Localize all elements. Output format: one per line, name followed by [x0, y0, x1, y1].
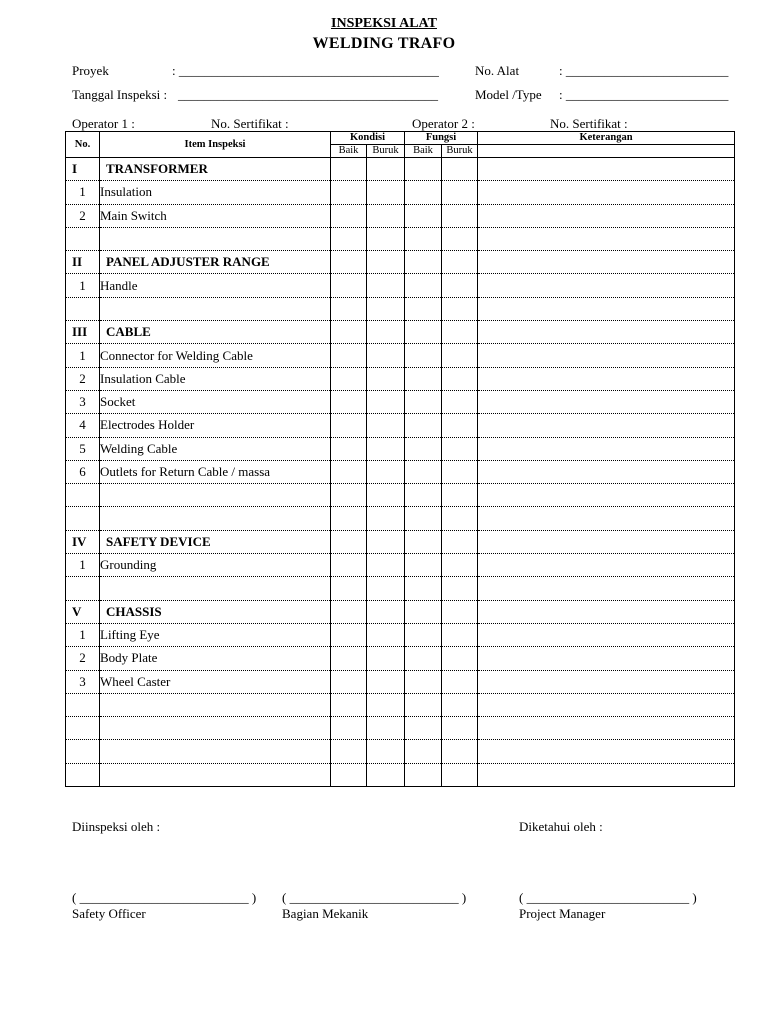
row-number — [66, 740, 100, 763]
fungsi-baik-cell[interactable] — [405, 390, 442, 413]
kondisi-baik-cell[interactable] — [331, 414, 367, 437]
document-subtitle: WELDING TRAFO — [312, 35, 456, 52]
role-bagian-mekanik: Bagian Mekanik — [282, 906, 369, 921]
row-number — [66, 763, 100, 786]
keterangan-cell[interactable] — [478, 740, 735, 763]
kondisi-baik-cell[interactable] — [331, 670, 367, 693]
table-row — [66, 274, 735, 297]
table-row — [66, 740, 735, 763]
header-fungsi-baik: Baik — [405, 145, 442, 158]
kondisi-baik-cell[interactable] — [331, 437, 367, 460]
kondisi-buruk-cell[interactable] — [367, 274, 405, 297]
row-number: V — [66, 600, 100, 623]
row-number: 2 — [66, 647, 100, 670]
row-number: I — [66, 158, 100, 181]
fungsi-buruk-cell[interactable] — [442, 251, 478, 274]
kondisi-baik-cell[interactable] — [331, 577, 367, 600]
fungsi-buruk-cell[interactable] — [442, 321, 478, 344]
fungsi-baik-cell[interactable] — [405, 554, 442, 577]
item-name — [100, 484, 331, 507]
table-row — [66, 437, 735, 460]
fungsi-buruk-cell[interactable] — [442, 181, 478, 204]
fungsi-buruk-cell[interactable] — [442, 717, 478, 740]
table-row — [66, 717, 735, 740]
keterangan-cell[interactable] — [478, 460, 735, 483]
header-no: No. — [66, 132, 100, 158]
kondisi-buruk-cell[interactable] — [367, 647, 405, 670]
table-row — [66, 507, 735, 530]
row-number: II — [66, 251, 100, 274]
kondisi-baik-cell[interactable] — [331, 763, 367, 786]
fungsi-buruk-cell[interactable] — [442, 670, 478, 693]
row-number — [66, 297, 100, 320]
row-number — [66, 577, 100, 600]
kondisi-buruk-cell[interactable] — [367, 321, 405, 344]
item-name — [100, 740, 331, 763]
keterangan-cell[interactable] — [478, 693, 735, 716]
row-number — [66, 507, 100, 530]
fungsi-baik-cell[interactable] — [405, 693, 442, 716]
keterangan-cell[interactable] — [478, 484, 735, 507]
section-row — [66, 321, 735, 344]
item-name: Socket — [100, 390, 331, 413]
fungsi-baik-cell[interactable] — [405, 437, 442, 460]
keterangan-cell[interactable] — [478, 158, 735, 181]
keterangan-cell[interactable] — [478, 554, 735, 577]
keterangan-cell[interactable] — [478, 717, 735, 740]
fungsi-buruk-cell[interactable] — [442, 623, 478, 646]
keterangan-cell[interactable] — [478, 321, 735, 344]
fungsi-baik-cell[interactable] — [405, 344, 442, 367]
kondisi-baik-cell[interactable] — [331, 367, 367, 390]
keterangan-cell[interactable] — [478, 670, 735, 693]
kondisi-baik-cell[interactable] — [331, 554, 367, 577]
fungsi-baik-cell[interactable] — [405, 717, 442, 740]
row-number: 1 — [66, 623, 100, 646]
fungsi-buruk-cell[interactable] — [442, 390, 478, 413]
item-name — [100, 297, 331, 320]
fungsi-baik-cell[interactable] — [405, 460, 442, 483]
keterangan-cell[interactable] — [478, 600, 735, 623]
header-fungsi-buruk: Buruk — [442, 145, 478, 158]
row-number: 1 — [66, 554, 100, 577]
section-title: TRANSFORMER — [100, 158, 331, 181]
table-row — [66, 227, 735, 250]
fungsi-buruk-cell[interactable] — [442, 367, 478, 390]
keterangan-cell[interactable] — [478, 390, 735, 413]
kondisi-buruk-cell[interactable] — [367, 437, 405, 460]
row-number: 1 — [66, 344, 100, 367]
item-name: Body Plate — [100, 647, 331, 670]
kondisi-buruk-cell[interactable] — [367, 693, 405, 716]
kondisi-buruk-cell[interactable] — [367, 460, 405, 483]
item-name — [100, 763, 331, 786]
item-name: Electrodes Holder — [100, 414, 331, 437]
row-number — [66, 227, 100, 250]
row-number: 3 — [66, 670, 100, 693]
keterangan-cell[interactable] — [478, 344, 735, 367]
item-name: Insulation Cable — [100, 367, 331, 390]
fungsi-buruk-cell[interactable] — [442, 647, 478, 670]
kondisi-buruk-cell[interactable] — [367, 507, 405, 530]
signature-line-mekanik[interactable]: ( __________________________ ) — [282, 890, 467, 905]
section-row — [66, 251, 735, 274]
kondisi-baik-cell[interactable] — [331, 623, 367, 646]
row-number: 2 — [66, 204, 100, 227]
fungsi-baik-cell[interactable] — [405, 530, 442, 553]
proyek-label: Proyek — [72, 63, 109, 78]
fungsi-baik-cell[interactable] — [405, 414, 442, 437]
item-name: Outlets for Return Cable / massa — [100, 460, 331, 483]
fungsi-buruk-cell[interactable] — [442, 600, 478, 623]
item-name: Welding Cable — [100, 437, 331, 460]
kondisi-buruk-cell[interactable] — [367, 204, 405, 227]
item-name: Grounding — [100, 554, 331, 577]
header-keterangan-sub — [478, 145, 735, 158]
acknowledged-by-label: Diketahui oleh : — [519, 819, 603, 834]
kondisi-buruk-cell[interactable] — [367, 717, 405, 740]
row-number: 4 — [66, 414, 100, 437]
fungsi-baik-cell[interactable] — [405, 623, 442, 646]
kondisi-buruk-cell[interactable] — [367, 227, 405, 250]
section-title: CABLE — [100, 321, 331, 344]
fungsi-baik-cell[interactable] — [405, 367, 442, 390]
keterangan-cell[interactable] — [478, 204, 735, 227]
fungsi-buruk-cell[interactable] — [442, 554, 478, 577]
keterangan-cell[interactable] — [478, 577, 735, 600]
table-row — [66, 297, 735, 320]
table-row — [66, 460, 735, 483]
fungsi-baik-cell[interactable] — [405, 227, 442, 250]
item-name — [100, 717, 331, 740]
document-title: INSPEKSI ALAT — [331, 16, 437, 31]
kondisi-buruk-cell[interactable] — [367, 530, 405, 553]
keterangan-cell[interactable] — [478, 181, 735, 204]
fungsi-baik-cell[interactable] — [405, 181, 442, 204]
sertifikat1-label: No. Sertifikat : — [211, 116, 289, 131]
table-row — [66, 554, 735, 577]
keterangan-cell[interactable] — [478, 623, 735, 646]
fungsi-baik-cell[interactable] — [405, 577, 442, 600]
kondisi-baik-cell[interactable] — [331, 647, 367, 670]
row-number — [66, 693, 100, 716]
section-row — [66, 530, 735, 553]
fungsi-buruk-cell[interactable] — [442, 460, 478, 483]
row-number: IV — [66, 530, 100, 553]
section-title: SAFETY DEVICE — [100, 530, 331, 553]
row-number: 5 — [66, 437, 100, 460]
table-row — [66, 647, 735, 670]
keterangan-cell[interactable] — [478, 274, 735, 297]
item-name: Connector for Welding Cable — [100, 344, 331, 367]
kondisi-buruk-cell[interactable] — [367, 251, 405, 274]
kondisi-baik-cell[interactable] — [331, 321, 367, 344]
table-row — [66, 181, 735, 204]
section-title: PANEL ADJUSTER RANGE — [100, 251, 331, 274]
fungsi-buruk-cell[interactable] — [442, 344, 478, 367]
keterangan-cell[interactable] — [478, 367, 735, 390]
row-number — [66, 484, 100, 507]
kondisi-buruk-cell[interactable] — [367, 297, 405, 320]
kondisi-baik-cell[interactable] — [331, 251, 367, 274]
table-row — [66, 693, 735, 716]
kondisi-baik-cell[interactable] — [331, 204, 367, 227]
section-title: CHASSIS — [100, 600, 331, 623]
kondisi-baik-cell[interactable] — [331, 344, 367, 367]
kondisi-buruk-cell[interactable] — [367, 740, 405, 763]
table-row — [66, 367, 735, 390]
kondisi-baik-cell[interactable] — [331, 274, 367, 297]
row-number: 2 — [66, 367, 100, 390]
kondisi-buruk-cell[interactable] — [367, 484, 405, 507]
keterangan-cell[interactable] — [478, 251, 735, 274]
kondisi-buruk-cell[interactable] — [367, 670, 405, 693]
kondisi-buruk-cell[interactable] — [367, 577, 405, 600]
kondisi-buruk-cell[interactable] — [367, 181, 405, 204]
role-safety-officer: Safety Officer — [72, 906, 146, 921]
kondisi-buruk-cell[interactable] — [367, 554, 405, 577]
fungsi-buruk-cell[interactable] — [442, 158, 478, 181]
kondisi-baik-cell[interactable] — [331, 460, 367, 483]
kondisi-baik-cell[interactable] — [331, 740, 367, 763]
keterangan-cell[interactable] — [478, 763, 735, 786]
kondisi-baik-cell[interactable] — [331, 507, 367, 530]
kondisi-baik-cell[interactable] — [331, 390, 367, 413]
fungsi-buruk-cell[interactable] — [442, 693, 478, 716]
item-name: Main Switch — [100, 204, 331, 227]
role-project-manager: Project Manager — [519, 906, 606, 921]
sertifikat2-label: No. Sertifikat : — [550, 116, 628, 131]
tanggal-label: Tanggal Inspeksi : — [72, 87, 168, 102]
table-body — [66, 158, 735, 787]
fungsi-baik-cell[interactable] — [405, 251, 442, 274]
kondisi-baik-cell[interactable] — [331, 181, 367, 204]
kondisi-buruk-cell[interactable] — [367, 367, 405, 390]
model-field[interactable]: : _________________________ — [559, 87, 729, 102]
kondisi-baik-cell[interactable] — [331, 693, 367, 716]
fungsi-buruk-cell[interactable] — [442, 740, 478, 763]
item-name — [100, 693, 331, 716]
fungsi-buruk-cell[interactable] — [442, 530, 478, 553]
kondisi-buruk-cell[interactable] — [367, 414, 405, 437]
kondisi-buruk-cell[interactable] — [367, 600, 405, 623]
fungsi-baik-cell[interactable] — [405, 740, 442, 763]
signature-line-pm[interactable]: ( _________________________ ) — [519, 890, 697, 905]
item-name: Wheel Caster — [100, 670, 331, 693]
kondisi-buruk-cell[interactable] — [367, 390, 405, 413]
table-row — [66, 344, 735, 367]
fungsi-buruk-cell[interactable] — [442, 763, 478, 786]
operator2-label: Operator 2 : — [412, 116, 475, 131]
fungsi-baik-cell[interactable] — [405, 600, 442, 623]
header-item: Item Inspeksi — [100, 132, 331, 158]
tanggal-field[interactable]: ________________________________________ — [178, 87, 438, 102]
item-name — [100, 227, 331, 250]
table-row — [66, 763, 735, 786]
fungsi-buruk-cell[interactable] — [442, 204, 478, 227]
fungsi-baik-cell[interactable] — [405, 297, 442, 320]
fungsi-baik-cell[interactable] — [405, 204, 442, 227]
section-row — [66, 600, 735, 623]
kondisi-buruk-cell[interactable] — [367, 763, 405, 786]
fungsi-baik-cell[interactable] — [405, 763, 442, 786]
fungsi-buruk-cell[interactable] — [442, 484, 478, 507]
table-row — [66, 623, 735, 646]
fungsi-baik-cell[interactable] — [405, 507, 442, 530]
kondisi-buruk-cell[interactable] — [367, 344, 405, 367]
keterangan-cell[interactable] — [478, 437, 735, 460]
kondisi-baik-cell[interactable] — [331, 600, 367, 623]
fungsi-baik-cell[interactable] — [405, 484, 442, 507]
item-name — [100, 577, 331, 600]
header-keterangan: Keterangan — [478, 132, 735, 145]
no-alat-field[interactable]: : _________________________ — [559, 63, 729, 78]
operator1-label: Operator 1 : — [72, 116, 135, 131]
header-kondisi-baik: Baik — [331, 145, 367, 158]
header-fungsi: Fungsi — [405, 132, 478, 145]
fungsi-buruk-cell[interactable] — [442, 414, 478, 437]
table-row — [66, 670, 735, 693]
row-number: III — [66, 321, 100, 344]
fungsi-baik-cell[interactable] — [405, 274, 442, 297]
fungsi-buruk-cell[interactable] — [442, 437, 478, 460]
kondisi-buruk-cell[interactable] — [367, 623, 405, 646]
keterangan-cell[interactable] — [478, 227, 735, 250]
fungsi-buruk-cell[interactable] — [442, 507, 478, 530]
table-row — [66, 577, 735, 600]
kondisi-baik-cell[interactable] — [331, 158, 367, 181]
item-name: Insulation — [100, 181, 331, 204]
kondisi-baik-cell[interactable] — [331, 717, 367, 740]
kondisi-buruk-cell[interactable] — [367, 158, 405, 181]
kondisi-baik-cell[interactable] — [331, 297, 367, 320]
keterangan-cell[interactable] — [478, 530, 735, 553]
no-alat-label: No. Alat — [475, 63, 520, 78]
row-number — [66, 717, 100, 740]
keterangan-cell[interactable] — [478, 297, 735, 320]
row-number: 6 — [66, 460, 100, 483]
fungsi-buruk-cell[interactable] — [442, 227, 478, 250]
fungsi-baik-cell[interactable] — [405, 670, 442, 693]
table-row — [66, 204, 735, 227]
table-row — [66, 414, 735, 437]
header-kondisi-buruk: Buruk — [367, 145, 405, 158]
fungsi-baik-cell[interactable] — [405, 647, 442, 670]
kondisi-baik-cell[interactable] — [331, 227, 367, 250]
signature-line-safety[interactable]: ( __________________________ ) — [72, 890, 257, 905]
keterangan-cell[interactable] — [478, 414, 735, 437]
fungsi-buruk-cell[interactable] — [442, 274, 478, 297]
section-row — [66, 158, 735, 181]
item-name: Handle — [100, 274, 331, 297]
header-kondisi: Kondisi — [331, 132, 405, 145]
row-number: 1 — [66, 274, 100, 297]
model-label: Model /Type — [475, 87, 542, 102]
row-number: 1 — [66, 181, 100, 204]
item-name — [100, 507, 331, 530]
fungsi-buruk-cell[interactable] — [442, 297, 478, 320]
fungsi-buruk-cell[interactable] — [442, 577, 478, 600]
keterangan-cell[interactable] — [478, 647, 735, 670]
table-row — [66, 484, 735, 507]
row-number: 3 — [66, 390, 100, 413]
item-name: Lifting Eye — [100, 623, 331, 646]
keterangan-cell[interactable] — [478, 507, 735, 530]
kondisi-baik-cell[interactable] — [331, 530, 367, 553]
proyek-field[interactable]: : ________________________________________ — [172, 63, 439, 78]
inspection-table — [65, 131, 735, 787]
fungsi-baik-cell[interactable] — [405, 158, 442, 181]
fungsi-baik-cell[interactable] — [405, 321, 442, 344]
kondisi-baik-cell[interactable] — [331, 484, 367, 507]
table-row — [66, 390, 735, 413]
inspected-by-label: Diinspeksi oleh : — [72, 819, 161, 834]
